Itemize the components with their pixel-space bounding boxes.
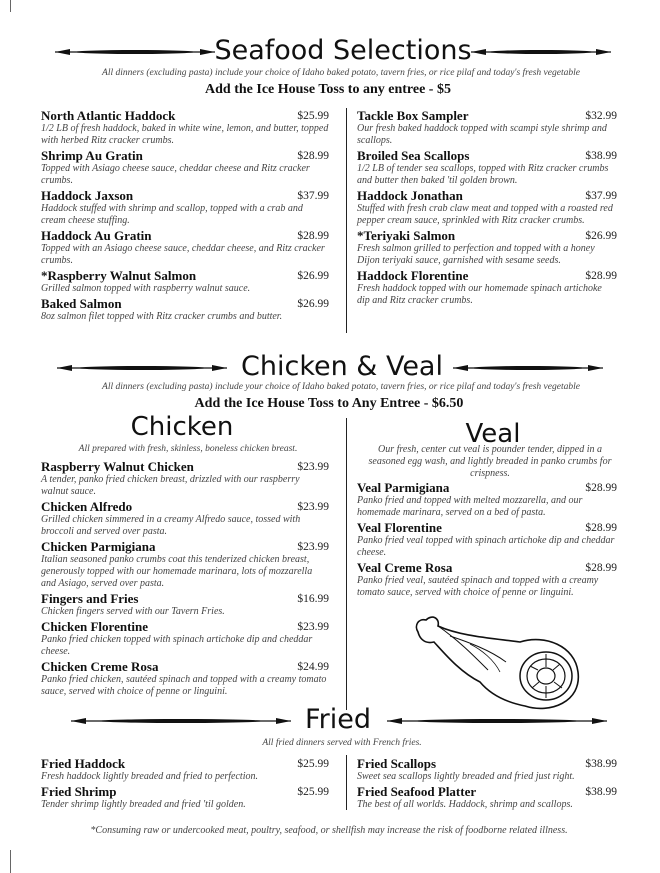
item-description: Our fresh baked haddock topped with scampi style shrimp and scallops. [357,123,607,146]
item-description: Italian seasoned panko crumbs coat this tenderized chicken breast, generously topped with our homemade marinara, lots of mozzarella and Asiago, served over pasta. [41,554,313,589]
item-price: $28.99 [297,150,329,162]
item-name: Veal Creme Rosa [357,560,453,575]
item-price: $26.99 [297,270,329,282]
item-name: Haddock Florentine [357,268,469,283]
menu-item [41,620,329,658]
item-name: *Teriyaki Salmon [357,228,456,243]
item-name: North Atlantic Haddock [41,108,176,123]
chicken-veal-title: Chicken & Veal [241,351,443,382]
veal-intro: Our fresh, center cut veal is pounder tender, dipped in a seasoned egg wash, and lightly breaded in panko crumbs for crispness. [368,444,612,479]
seafood-right-column [357,109,617,309]
chicken-veal-column-divider [346,418,347,710]
item-description: 1/2 LB of tender sea scallops, topped with Ritz cracker crumbs and butter then baked 'til golden brown. [357,163,609,186]
menu-item [357,561,617,599]
ornament-divider-right [382,713,612,729]
item-price: $38.99 [585,758,617,770]
item-price: $26.99 [297,298,329,310]
item-name: Baked Salmon [41,296,122,311]
fried-intro: All fried dinners served with French fries. [262,738,422,748]
crop-mark-bottom [10,850,11,873]
seafood-left-column [41,109,329,325]
menu-item [41,592,329,618]
menu-item [41,297,329,323]
item-price: $28.99 [297,230,329,242]
item-price: $32.99 [585,110,617,122]
menu-item [41,540,329,590]
fried-column-divider [346,755,347,810]
item-name: Fried Scallops [357,756,437,771]
item-description: 8oz salmon filet topped with Ritz cracker crumbs and butter. [41,311,283,322]
crop-mark-top [10,0,11,12]
item-price: $37.99 [297,190,329,202]
item-price: $25.99 [297,786,329,798]
item-name: Fingers and Fries [41,591,139,606]
item-name: Fried Seafood Platter [357,784,477,799]
item-name: Haddock Jaxson [41,188,134,203]
item-price: $25.99 [297,758,329,770]
menu-item [41,785,329,811]
item-price: $26.99 [585,230,617,242]
item-description: Panko fried veal, sautéed spinach and topped with a creamy tomato sauce, served with choice of penne or linguini. [357,575,599,598]
seafood-title: Seafood Selections [214,35,472,66]
menu-item [357,481,617,519]
item-name: Fried Haddock [41,756,126,771]
item-price: $25.99 [297,110,329,122]
item-price: $16.99 [297,593,329,605]
menu-item [357,269,617,307]
menu-item [41,269,329,295]
ornament-divider-left [52,360,232,376]
item-name: Chicken Creme Rosa [41,659,159,674]
item-description: Grilled salmon topped with raspberry walnut sauce. [41,283,251,294]
item-description: Panko fried chicken, sautéed spinach and topped with a creamy tomato sauce, served with choice of penne or linguini. [41,674,327,697]
item-price: $28.99 [585,482,617,494]
veal-column [357,481,617,601]
item-price: $37.99 [585,190,617,202]
item-price: $23.99 [297,461,329,473]
item-name: Broiled Sea Scallops [357,148,470,163]
item-price: $28.99 [585,562,617,574]
menu-item [41,500,329,538]
chicken-veal-toss-offer: Add the Ice House Toss to Any Entree - $6.50 [194,396,464,411]
menu-item [357,521,617,559]
item-name: Raspberry Walnut Chicken [41,459,194,474]
item-name: Chicken Parmigiana [41,539,156,554]
item-description: Tender shrimp lightly breaded and fried 'til golden. [41,799,246,810]
item-name: Tackle Box Sampler [357,108,469,123]
menu-item [41,757,329,783]
menu-item [357,785,617,811]
item-description: Grilled chicken simmered in a creamy Alfredo sauce, tossed with broccoli and served over pasta. [41,514,301,537]
item-description: Panko fried and topped with melted mozzarella, and our homemade marinara, served on a bed of pasta. [357,495,583,518]
item-description: 1/2 LB of fresh haddock, baked in white wine, lemon, and butter, topped with herbed Ritz cracker crumbs. [41,123,329,146]
item-name: Fried Shrimp [41,784,117,799]
menu-item [41,189,329,227]
menu-item [41,229,329,267]
item-description: Topped with Asiago cheese sauce, cheddar cheese and Ritz cracker crumbs. [41,163,310,186]
item-name: Veal Parmigiana [357,480,450,495]
item-name: Shrimp Au Gratin [41,148,143,163]
seafood-toss-offer: Add the Ice House Toss to any entree - $5 [205,82,451,97]
menu-item [41,149,329,187]
veal-title: Veal [465,419,521,449]
item-price: $23.99 [297,541,329,553]
menu-item [357,189,617,227]
item-description: Stuffed with fresh crab claw meat and topped with a roasted red pepper cream sauce, sprinkled with Ritz cracker crumbs. [357,203,613,226]
menu-item [41,109,329,147]
fried-left-column [41,757,329,813]
item-name: Veal Florentine [357,520,442,535]
item-description: Chicken fingers served with our Tavern Fries. [41,606,225,617]
menu-item [357,109,617,147]
item-name: Haddock Jonathan [357,188,463,203]
chicken-column [41,460,329,700]
item-description: The best of all worlds. Haddock, shrimp and scallops. [357,799,573,810]
item-price: $23.99 [297,501,329,513]
menu-item [357,149,617,187]
menu-item [357,229,617,267]
item-description: Haddock stuffed with shrimp and scallop, topped with a crab and cream cheese stuffing. [41,203,303,226]
veal-leg-illustration [410,610,585,715]
item-price: $28.99 [585,522,617,534]
chicken-title: Chicken [130,412,234,442]
item-name: Chicken Alfredo [41,499,133,514]
item-description: Sweet sea scallops lightly breaded and fried just right. [357,771,575,782]
menu-item [41,460,329,498]
fried-title: Fried [305,704,371,735]
item-price: $38.99 [585,150,617,162]
item-price: $23.99 [297,621,329,633]
ornament-divider-right [466,44,616,60]
footer-disclaimer: *Consuming raw or undercooked meat, poultry, seafood, or shellfish may increase the risk of foodborne related illness. [90,825,568,836]
menu-item [41,660,329,698]
seafood-intro: All dinners (excluding pasta) include your choice of Idaho baked potato, tavern fries, or rice pilaf and today's fresh vegetable [102,68,580,78]
item-description: Fresh haddock lightly breaded and fried to perfection. [41,771,258,782]
item-price: $38.99 [585,786,617,798]
item-name: Chicken Florentine [41,619,149,634]
item-description: Fresh haddock topped with our homemade spinach artichoke dip and Ritz cracker crumbs. [357,283,602,306]
ornament-divider-right [448,360,608,376]
item-name: *Raspberry Walnut Salmon [41,268,197,283]
seafood-column-divider [346,108,347,333]
chicken-veal-intro: All dinners (excluding pasta) include your choice of Idaho baked potato, tavern fries, or rice pilaf and today's fresh vegetable [102,382,580,392]
item-price: $28.99 [585,270,617,282]
item-description: A tender, panko fried chicken breast, drizzled with our raspberry walnut sauce. [41,474,300,497]
item-description: Panko fried veal topped with spinach artichoke dip and cheddar cheese. [357,535,615,558]
item-price: $24.99 [297,661,329,673]
ornament-divider-left [50,44,220,60]
item-description: Fresh salmon grilled to perfection and topped with a honey Dijon teriyaki sauce, garnished with sesame seeds. [357,243,595,266]
chicken-intro: All prepared with fresh, skinless, boneless chicken breast. [78,444,298,454]
menu-item [357,757,617,783]
fried-right-column [357,757,617,813]
item-description: Panko fried chicken topped with spinach artichoke dip and cheddar cheese. [41,634,313,657]
item-name: Haddock Au Gratin [41,228,152,243]
item-description: Topped with an Asiago cheese sauce, cheddar cheese, and Ritz cracker crumbs. [41,243,325,266]
ornament-divider-left [66,713,296,729]
